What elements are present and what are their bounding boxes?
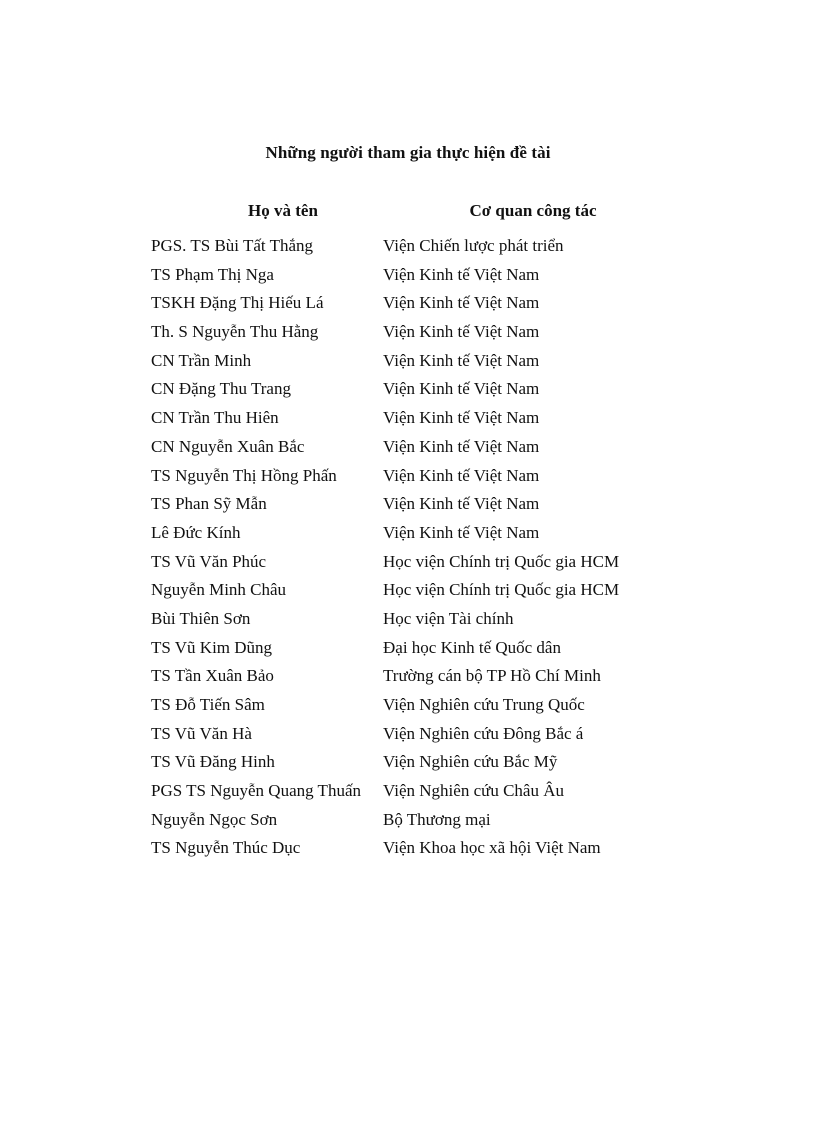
participant-organization: Viện Chiến lược phát triển bbox=[383, 236, 564, 255]
table-header bbox=[0, 201, 816, 225]
participant-name: TS Đỗ Tiến Sâm bbox=[151, 695, 265, 714]
participant-organization: Viện Nghiên cứu Bắc Mỹ bbox=[383, 752, 558, 772]
participant-organization: Viện Kinh tế Việt Nam bbox=[383, 408, 540, 428]
table-row bbox=[0, 405, 816, 434]
participant-organization: Đại học Kinh tế Quốc dân bbox=[383, 637, 561, 657]
participant-name: Nguyễn Ngọc Sơn bbox=[151, 809, 278, 829]
participant-name: PGS TS Nguyễn Quang Thuấn bbox=[151, 781, 361, 801]
table-row bbox=[0, 262, 816, 291]
participant-name: PGS. TS Bùi Tất Thắng bbox=[151, 236, 313, 255]
table-row bbox=[0, 434, 816, 463]
table-row bbox=[0, 807, 816, 836]
participant-organization: Viện Nghiên cứu Đông Bắc á bbox=[383, 723, 584, 743]
participant-name: CN Trần Minh bbox=[151, 350, 252, 370]
participant-organization: Viện Kinh tế Việt Nam bbox=[383, 293, 540, 313]
participant-organization: Viện Kinh tế Việt Nam bbox=[383, 465, 540, 485]
participants-list bbox=[0, 233, 816, 864]
participant-name: Lê Đức Kính bbox=[151, 522, 241, 542]
participant-name: Bùi Thiên Sơn bbox=[151, 608, 251, 628]
participant-organization: Viện Kinh tế Việt Nam bbox=[383, 350, 540, 370]
table-row bbox=[0, 778, 816, 807]
table-row bbox=[0, 721, 816, 750]
participant-name: TS Tần Xuân Bảo bbox=[151, 666, 274, 686]
table-row bbox=[0, 376, 816, 405]
table-row bbox=[0, 835, 816, 864]
participant-organization: Viện Kinh tế Việt Nam bbox=[383, 522, 540, 542]
participant-organization: Viện Kinh tế Việt Nam bbox=[383, 379, 540, 399]
table-row bbox=[0, 290, 816, 319]
participant-name: TS Nguyễn Thúc Dục bbox=[151, 838, 301, 858]
table-row bbox=[0, 606, 816, 635]
participant-name: TS Phan Sỹ Mẫn bbox=[151, 494, 267, 514]
participant-name: TS Phạm Thị Nga bbox=[151, 264, 274, 284]
participant-name: TS Vũ Đăng Hinh bbox=[151, 752, 275, 772]
table-row bbox=[0, 549, 816, 578]
participant-organization: Viện Kinh tế Việt Nam bbox=[383, 494, 540, 514]
participant-name: TS Vũ Văn Hà bbox=[151, 723, 252, 743]
table-row bbox=[0, 663, 816, 692]
participant-organization: Viện Nghiên cứu Châu Âu bbox=[383, 781, 564, 801]
column-header-name: Họ và tên bbox=[248, 201, 318, 220]
table-row bbox=[0, 463, 816, 492]
participant-organization: Viện Kinh tế Việt Nam bbox=[383, 264, 540, 284]
table-row bbox=[0, 749, 816, 778]
table-row bbox=[0, 577, 816, 606]
participant-name: CN Nguyễn Xuân Bắc bbox=[151, 436, 305, 456]
table-row bbox=[0, 348, 816, 377]
column-header-organization: Cơ quan công tác bbox=[469, 201, 597, 220]
participant-name: TS Nguyễn Thị Hồng Phấn bbox=[151, 465, 337, 485]
document-title: Những người tham gia thực hiện đề tài bbox=[265, 143, 551, 162]
table-row bbox=[0, 233, 816, 262]
participant-name: Th. S Nguyễn Thu Hằng bbox=[151, 322, 319, 342]
participant-name: CN Đặng Thu Trang bbox=[151, 379, 291, 399]
participant-name: TSKH Đặng Thị Hiếu Lá bbox=[151, 293, 324, 313]
participant-name: TS Vũ Văn Phúc bbox=[151, 551, 267, 571]
participant-name: TS Vũ Kim Dũng bbox=[151, 637, 273, 657]
table-row bbox=[0, 491, 816, 520]
participant-name: CN Trần Thu Hiên bbox=[151, 408, 279, 428]
participant-organization: Viện Khoa học xã hội Việt Nam bbox=[383, 838, 601, 858]
table-row bbox=[0, 520, 816, 549]
participant-organization: Học viện Chính trị Quốc gia HCM bbox=[383, 551, 620, 571]
table-row bbox=[0, 319, 816, 348]
participant-organization: Viện Kinh tế Việt Nam bbox=[383, 322, 540, 342]
table-row bbox=[0, 635, 816, 664]
participant-organization: Bộ Thương mại bbox=[383, 809, 491, 829]
participant-organization: Học viện Tài chính bbox=[383, 608, 514, 628]
participant-organization: Học viện Chính trị Quốc gia HCM bbox=[383, 580, 620, 600]
participant-organization: Viện Nghiên cứu Trung Quốc bbox=[383, 695, 585, 714]
participant-name: Nguyễn Minh Châu bbox=[151, 580, 287, 600]
table-row bbox=[0, 692, 816, 721]
participant-organization: Viện Kinh tế Việt Nam bbox=[383, 436, 540, 456]
participant-organization: Trường cán bộ TP Hồ Chí Minh bbox=[383, 666, 601, 686]
